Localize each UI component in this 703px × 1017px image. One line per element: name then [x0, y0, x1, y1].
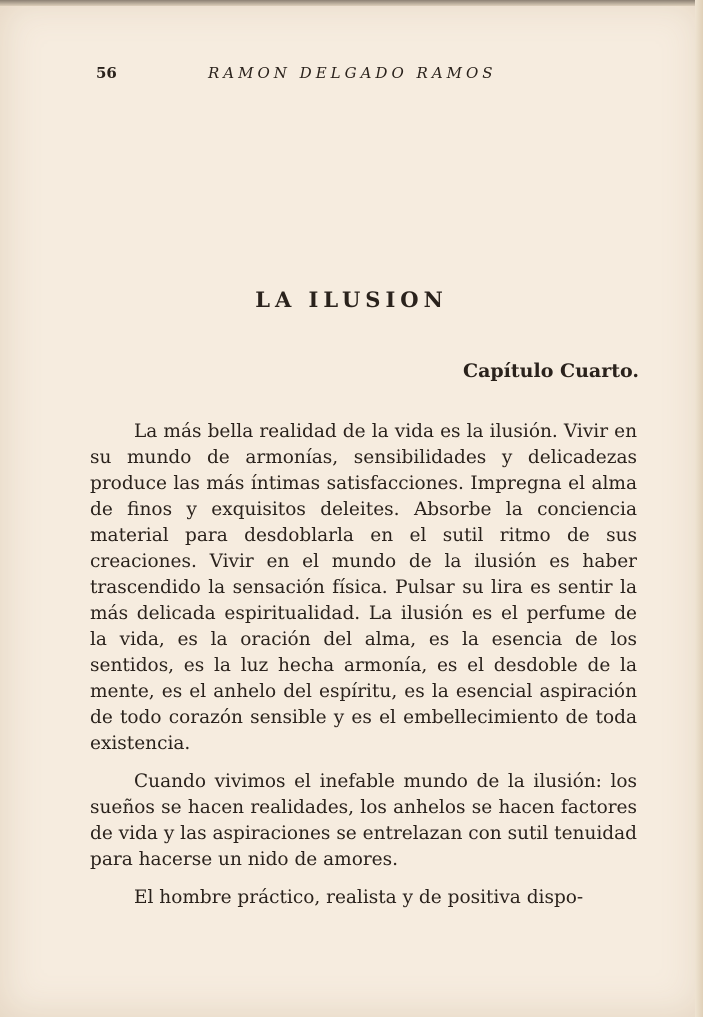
body-text	[90, 419, 637, 923]
page-top-edge	[0, 0, 703, 6]
paragraph-3: El hombre práctico, realista y de positiva dispo-	[134, 887, 584, 908]
paragraph-1: La más bella realidad de la vida es la ilusión. Vivir en su mundo de armonías, sensibilidades y delicadezas produce las más íntimas satisfacciones. Impregna el alma de finos y exquisitos deleites. Absorbe la conciencia material para desdoblarla en el sutil ritmo de sus creaciones. Vivir en el mundo de la ilusión es haber trascendido la sensación física. Pulsar su lira es sentir la más delicada espiritualidad. La ilusión es el perfume de la vida, es la oración del alma, es la esencia de los sentidos, es la luz hecha armonía, es el desdoble de la mente, es el anhelo del espíritu, es la esencial aspiración de todo corazón sensible y es el embellecimiento de toda existencia.	[90, 421, 637, 754]
running-head: RAMON DELGADO RAMOS	[208, 64, 497, 82]
page-number: 56	[96, 64, 117, 82]
paragraph-2: Cuando vivimos el inefable mundo de la ilusión: los sueños se hacen realidades, los anhelos se hacen factores de vida y las aspiraciones se entrelazan con sutil tenuidad para hacerse un nido de amores.	[90, 771, 637, 870]
chapter-title: LA ILUSION	[255, 287, 448, 312]
page-header	[96, 64, 636, 86]
page-right-edge	[695, 0, 703, 1017]
chapter-label: Capítulo Cuarto.	[462, 360, 639, 382]
